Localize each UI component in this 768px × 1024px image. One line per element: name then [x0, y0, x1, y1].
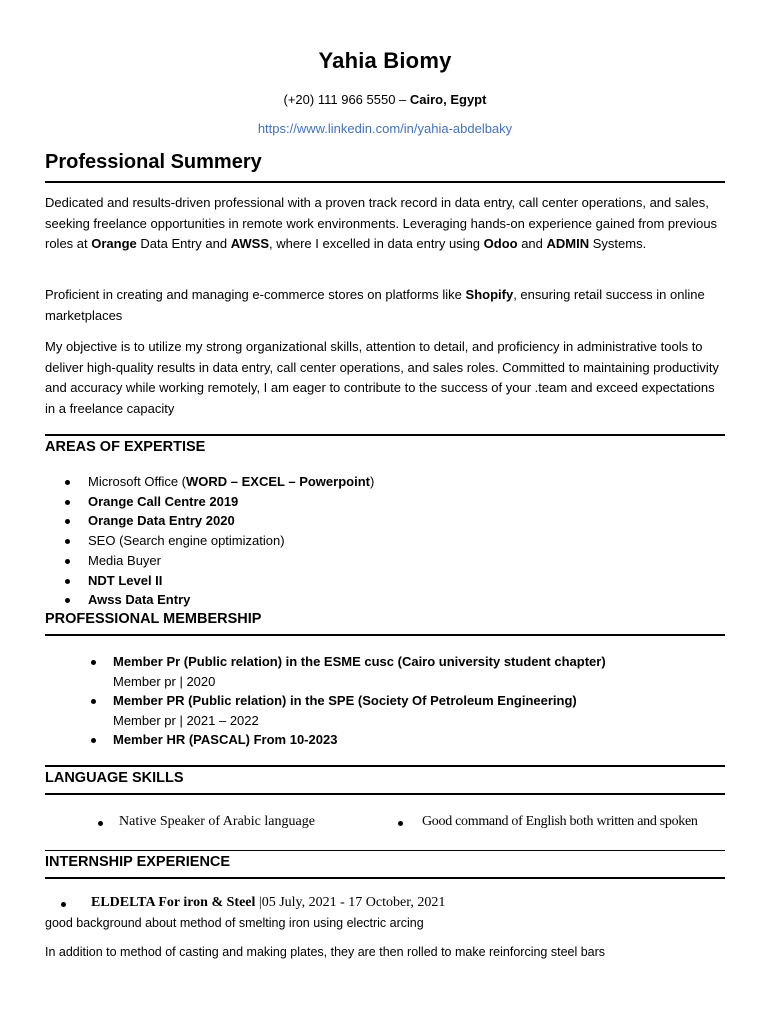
list-item	[45, 511, 725, 531]
office-suffix: )	[369, 474, 375, 489]
office-prefix: Microsoft Office (	[88, 474, 187, 489]
summary-p1-bold-orange: Orange	[91, 236, 137, 251]
internship-line-2: In addition to method of casting and making plates, they are then rolled to make reinforcing steel bars	[45, 945, 606, 959]
membership-title: Member HR (PASCAL) From 10-2023	[113, 732, 338, 747]
membership-heading: PROFESSIONAL MEMBERSHIP	[45, 611, 262, 627]
expertise-divider-top	[45, 434, 725, 436]
summary-paragraph-3: My objective is to utilize my strong organizational skills, attention to detail, and proficiency in administrative tools to deliver high-quality results in data entry, call center operations, and sales roles. Committed to maintaining productivity and accuracy while working remotely, I am eager to contribute to the success of your .team and exceed expectations in a freelance capacity	[45, 339, 719, 416]
expertise-item: Media Buyer	[88, 552, 161, 568]
language-item	[98, 814, 315, 830]
membership-list	[45, 652, 725, 750]
internship-divider-bottom	[45, 877, 725, 879]
expertise-item: NDT Level II	[88, 572, 163, 588]
bullet-icon	[98, 821, 103, 826]
summary-p1-text-3: , where I excelled in data entry using	[269, 236, 484, 251]
language-divider-top	[45, 765, 725, 767]
list-item	[45, 652, 725, 691]
linkedin-link[interactable]: https://www.linkedin.com/in/yahia-abdelbaky	[257, 121, 513, 136]
internship-entry	[45, 895, 445, 911]
list-item	[45, 590, 725, 610]
summary-p1-bold-awss: AWSS	[230, 236, 270, 251]
bullet-icon	[61, 902, 66, 907]
location: Cairo, Egypt	[409, 92, 487, 107]
list-item	[45, 492, 725, 512]
membership-title: Member PR (Public relation) in the SPE (Society Of Petroleum Engineering)	[113, 693, 577, 708]
expertise-heading: AREAS OF EXPERTISE	[45, 439, 206, 455]
language-item	[398, 814, 698, 830]
office-apps: WORD – EXCEL – Powerpoint	[186, 474, 370, 489]
internship-divider-top	[45, 850, 725, 851]
contact-line	[45, 92, 725, 107]
language-divider-bottom	[45, 793, 725, 795]
list-item	[45, 551, 725, 571]
summary-p1-text-4: and	[517, 236, 547, 251]
membership-divider	[45, 634, 725, 636]
phone-number: (+20) 111 966 5550 –	[283, 92, 410, 107]
language-heading: LANGUAGE SKILLS	[45, 770, 184, 786]
internship-company: ELDELTA For iron & Steel	[91, 895, 256, 910]
language-text: Good command of English both written and spoken	[422, 814, 698, 829]
summary-p1-bold-odoo: Odoo	[483, 236, 518, 251]
internship-heading: INTERNSHIP EXPERIENCE	[45, 854, 231, 870]
list-item	[45, 571, 725, 591]
summary-p2-text-2: , ensuring retail success in online marketplaces	[45, 287, 705, 323]
list-item	[45, 730, 725, 750]
list-item	[45, 531, 725, 551]
expertise-item: SEO (Search engine optimization)	[88, 533, 285, 549]
summary-p1-text-2: Data Entry and	[136, 236, 231, 251]
expertise-list	[45, 472, 725, 610]
expertise-item: Awss Data Entry	[88, 592, 191, 608]
summary-p1-text-1: Dedicated and results-driven professional with a proven track record in data entry, call center operations, and sales, seeking freelance opportunities in remote work environments. Leveraging hands-on experience gained from previous roles at	[45, 195, 718, 251]
summary-heading: Professional Summery	[45, 151, 262, 173]
candidate-name: Yahia Biomy	[318, 48, 452, 73]
bullet-icon	[398, 821, 403, 826]
summary-p1-text-5: Systems.	[589, 236, 647, 251]
summary-paragraph-2	[45, 285, 725, 326]
summary-p1-bold-admin: ADMIN	[546, 236, 590, 251]
list-item	[45, 691, 725, 730]
summary-p2-bold-shopify: Shopify	[465, 287, 514, 302]
summary-divider	[45, 181, 725, 183]
expertise-item: Orange Call Centre 2019	[88, 493, 239, 509]
language-text: Native Speaker of Arabic language	[119, 814, 315, 829]
internship-dates: |05 July, 2021 - 17 October, 2021	[255, 895, 446, 910]
expertise-item: Orange Data Entry 2020	[88, 513, 235, 529]
membership-sub: Member pr | 2020	[113, 673, 216, 689]
membership-sub: Member pr | 2021 – 2022	[113, 712, 259, 728]
list-item	[45, 472, 725, 492]
membership-title: Member Pr (Public relation) in the ESME cusc (Cairo university student chapter)	[113, 654, 606, 669]
summary-paragraph-1	[45, 193, 725, 255]
summary-p2-text-1: Proficient in creating and managing e-commerce stores on platforms like	[45, 287, 466, 302]
internship-line-1: good background about method of smelting iron using electric arcing	[45, 916, 424, 930]
